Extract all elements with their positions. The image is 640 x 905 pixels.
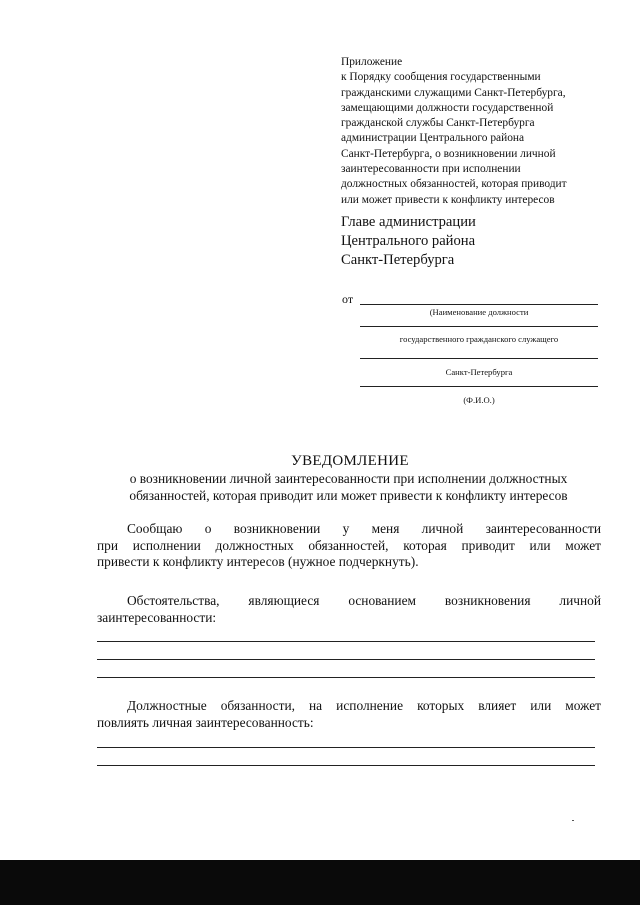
- city-caption: Санкт-Петербурга: [445, 367, 513, 377]
- appendix-line: администрации Центрального района: [341, 132, 525, 145]
- paragraph-line: Обстоятельства, являющиеся основанием возникновения личной: [127, 593, 601, 608]
- notice-title: УВЕДОМЛЕНИЕ: [291, 453, 409, 469]
- appendix-line: должностных обязанностей, которая приводит: [341, 178, 567, 191]
- position-fill-line[interactable]: [360, 304, 598, 305]
- appendix-line: гражданскими служащими Санкт-Петербурга,: [341, 86, 566, 99]
- addressee-line: Главе администрации: [341, 214, 476, 230]
- appendix-line: гражданской службы Санкт-Петербурга: [341, 117, 535, 130]
- subtitle-line: обязанностей, которая приводит или может привести к конфликту интересов: [129, 487, 568, 503]
- subtitle-line: о возникновении личной заинтересованности при исполнении должностных: [129, 471, 568, 486]
- duties-paragraph: [97, 698, 601, 731]
- paragraph-line: привести к конфликту интересов (нужное подчеркнуть).: [97, 554, 419, 570]
- appendix-line: заинтересованности при исполнении: [341, 163, 521, 176]
- fio-fill-line[interactable]: [360, 386, 598, 387]
- circumstances-fill-line[interactable]: [97, 659, 595, 660]
- paragraph-line: при исполнении должностных обязанностей, которая приводит или может: [97, 537, 601, 553]
- paragraph-line: Должностные обязанности, на исполнение которых влияет или может: [127, 698, 601, 713]
- scan-speck: [572, 820, 574, 821]
- position-caption: (Наименование должности: [429, 307, 529, 317]
- from-label: от: [342, 292, 354, 306]
- notice-subtitle: [96, 471, 601, 504]
- appendix-line: или может привести к конфликту интересов: [341, 193, 555, 206]
- service-fill-line[interactable]: [360, 358, 598, 359]
- paragraph-line: Сообщаю о возникновении у меня личной заинтересованности: [127, 521, 601, 536]
- statement-paragraph: [97, 521, 601, 571]
- paragraph-line: заинтересованности:: [97, 609, 217, 625]
- addressee-line: Санкт-Петербурга: [341, 252, 455, 268]
- paragraph-line: повлиять личная заинтересованность:: [97, 714, 314, 730]
- fio-caption: (Ф.И.О.): [463, 395, 495, 405]
- addressee-line: Центрального района: [341, 233, 476, 249]
- appendix-line: Приложение: [341, 56, 403, 68]
- circumstances-paragraph: [97, 593, 601, 626]
- circumstances-fill-line[interactable]: [97, 641, 595, 642]
- appendix-reference: [341, 55, 611, 208]
- appendix-line: Санкт-Петербурга, о возникновении личной: [341, 147, 556, 160]
- circumstances-fill-line[interactable]: [97, 677, 595, 678]
- service-caption: государственного гражданского служащего: [399, 334, 559, 344]
- addressee-block: [341, 213, 476, 270]
- scan-bottom-edge: [0, 860, 640, 905]
- appendix-line: к Порядку сообщения государственными: [341, 71, 541, 84]
- duties-fill-line[interactable]: [97, 747, 595, 748]
- duties-fill-line[interactable]: [97, 765, 595, 766]
- appendix-line: замещающими должности государственной: [341, 101, 554, 114]
- position-fill-line-2[interactable]: [360, 326, 598, 327]
